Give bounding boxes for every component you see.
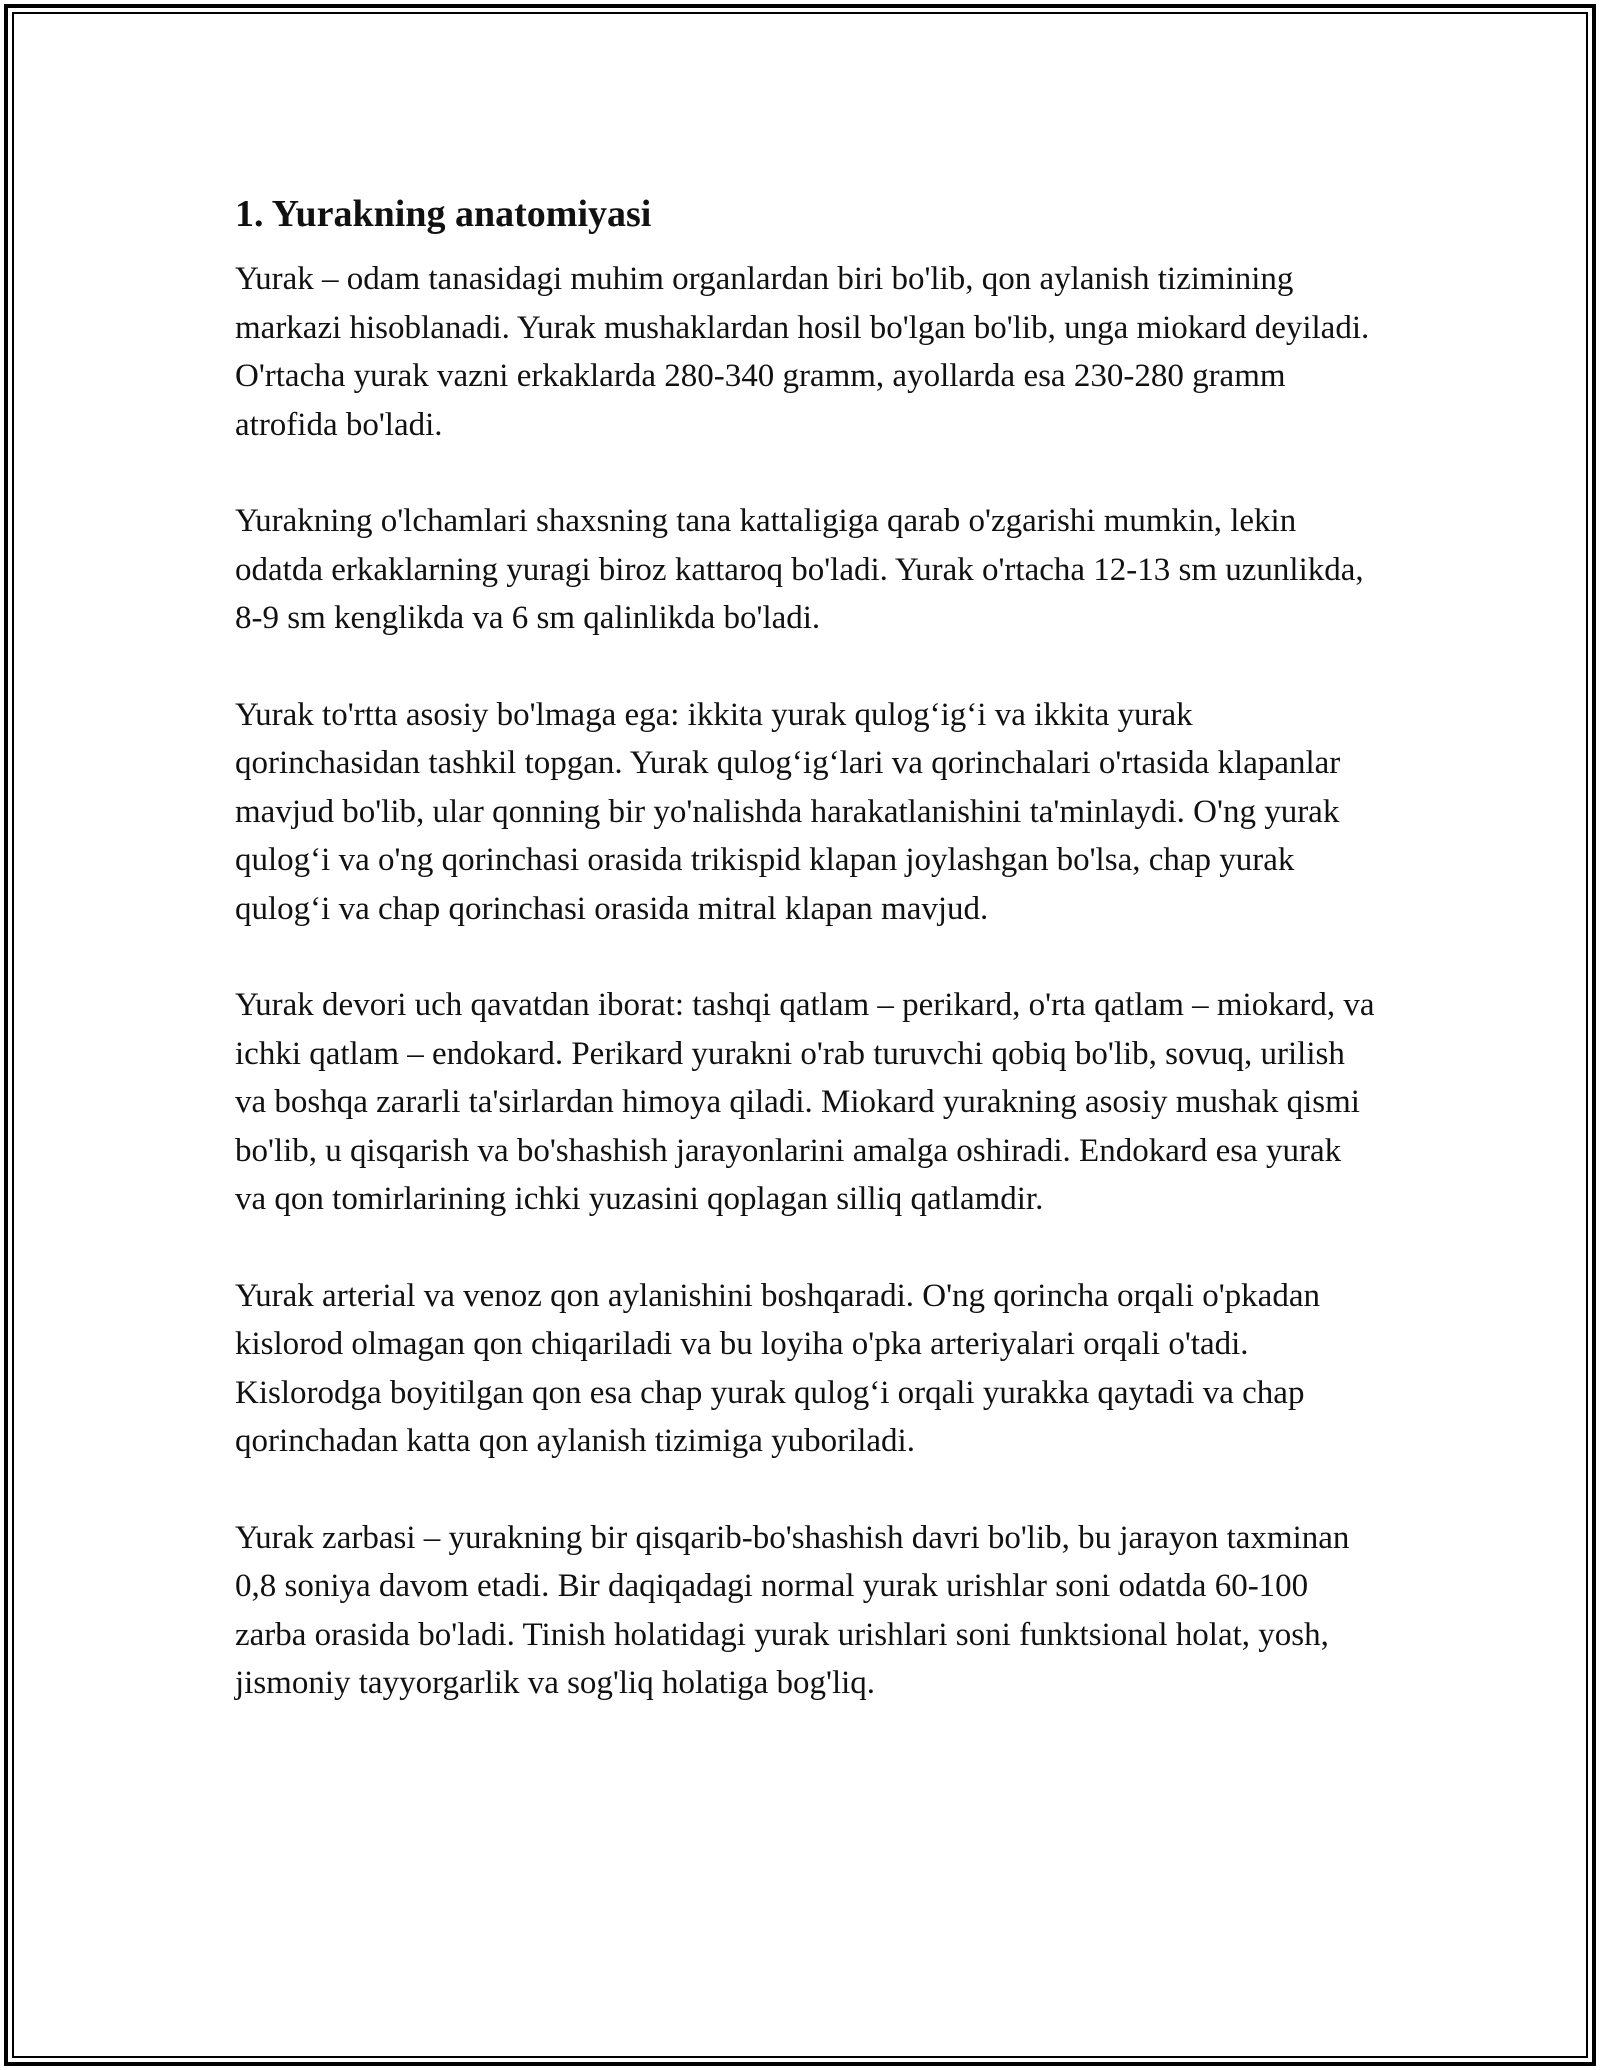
document-body [235,188,1375,1756]
paragraph-heart-chambers: Yurak to'rtta asosiy bo'lmaga ega: ikkita yurak qulog‘ig‘i va ikkita yurak qorinchasidan tashkil topgan. Yurak qulog‘ig‘lari va qorinchalari o'rtasida klapanlar mavjud bo'lib, ular qonning bir yo'nalishda harakatlanishini ta'minlaydi. O'ng yurak qulog‘i va o'ng qorinchasi orasida trikispid klapan joylashgan bo'lsa, chap yurak qulog‘i va chap qorinchasi orasida mitral klapan mavjud. [235,696,1341,927]
paragraph-heart-size: Yurakning o'lchamlari shaxsning tana kattaligiga qarab o'zgarishi mumkin, lekin odatda erkaklarning yuragi biroz kattaroq bo'ladi. Yurak o'rtacha 12-13 sm uzunlikda, 8-9 sm kenglikda va 6 sm qalinlikda bo'ladi. [235,503,1364,636]
paragraph-circulation: Yurak arterial va venoz qon aylanishini boshqaradi. O'ng qorincha orqali o'pkadan kislorod olmagan qon chiqariladi va bu loyiha o'pka arteriyalari orqali o'tadi. Kislorodga boyitilgan qon esa chap yurak qulog‘i orqali yurakka qaytadi va chap qorinchadan katta qon aylanish tizimiga yuboriladi. [235,1277,1320,1459]
paragraph-heartbeat: Yurak zarbasi – yurakning bir qisqarib-bo'shashish davri bo'lib, bu jarayon taxminan 0,8 soniya davom etadi. Bir daqiqadagi normal yurak urishlar soni odatda 60-100 zarba orasida bo'ladi. Tinish holatidagi yurak urishlari soni funktsional holat, yosh, jismoniy tayyorgarlik va sog'liq holatiga bog'liq. [235,1519,1350,1701]
section-heading: 1. Yurakning anatomiyasi [235,193,652,235]
paragraph-anatomy-intro: Yurak – odam tanasidagi muhim organlardan biri bo'lib, qon aylanish tizimining markazi hisoblanadi. Yurak mushaklardan hosil bo'lgan bo'lib, unga miokard deyiladi. O'rtacha yurak vazni erkaklarda 280-340 gramm, ayollarda esa 230-280 gramm atrofida bo'ladi. [235,261,1370,443]
paragraph-heart-wall: Yurak devori uch qavatdan iborat: tashqi qatlam – perikard, o'rta qatlam – miokard, va ichki qatlam – endokard. Perikard yurakni o'rab turuvchi qobiq bo'lib, sovuq, urilish va boshqa zararli ta'sirlardan himoya qiladi. Miokard yurakning asosiy mushak qismi bo'lib, u qisqarish va bo'shashish jarayonlarini amalga oshiradi. Endokard esa yurak va qon tomirlarining ichki yuzasini qoplagan silliq qatlamdir. [235,987,1375,1217]
